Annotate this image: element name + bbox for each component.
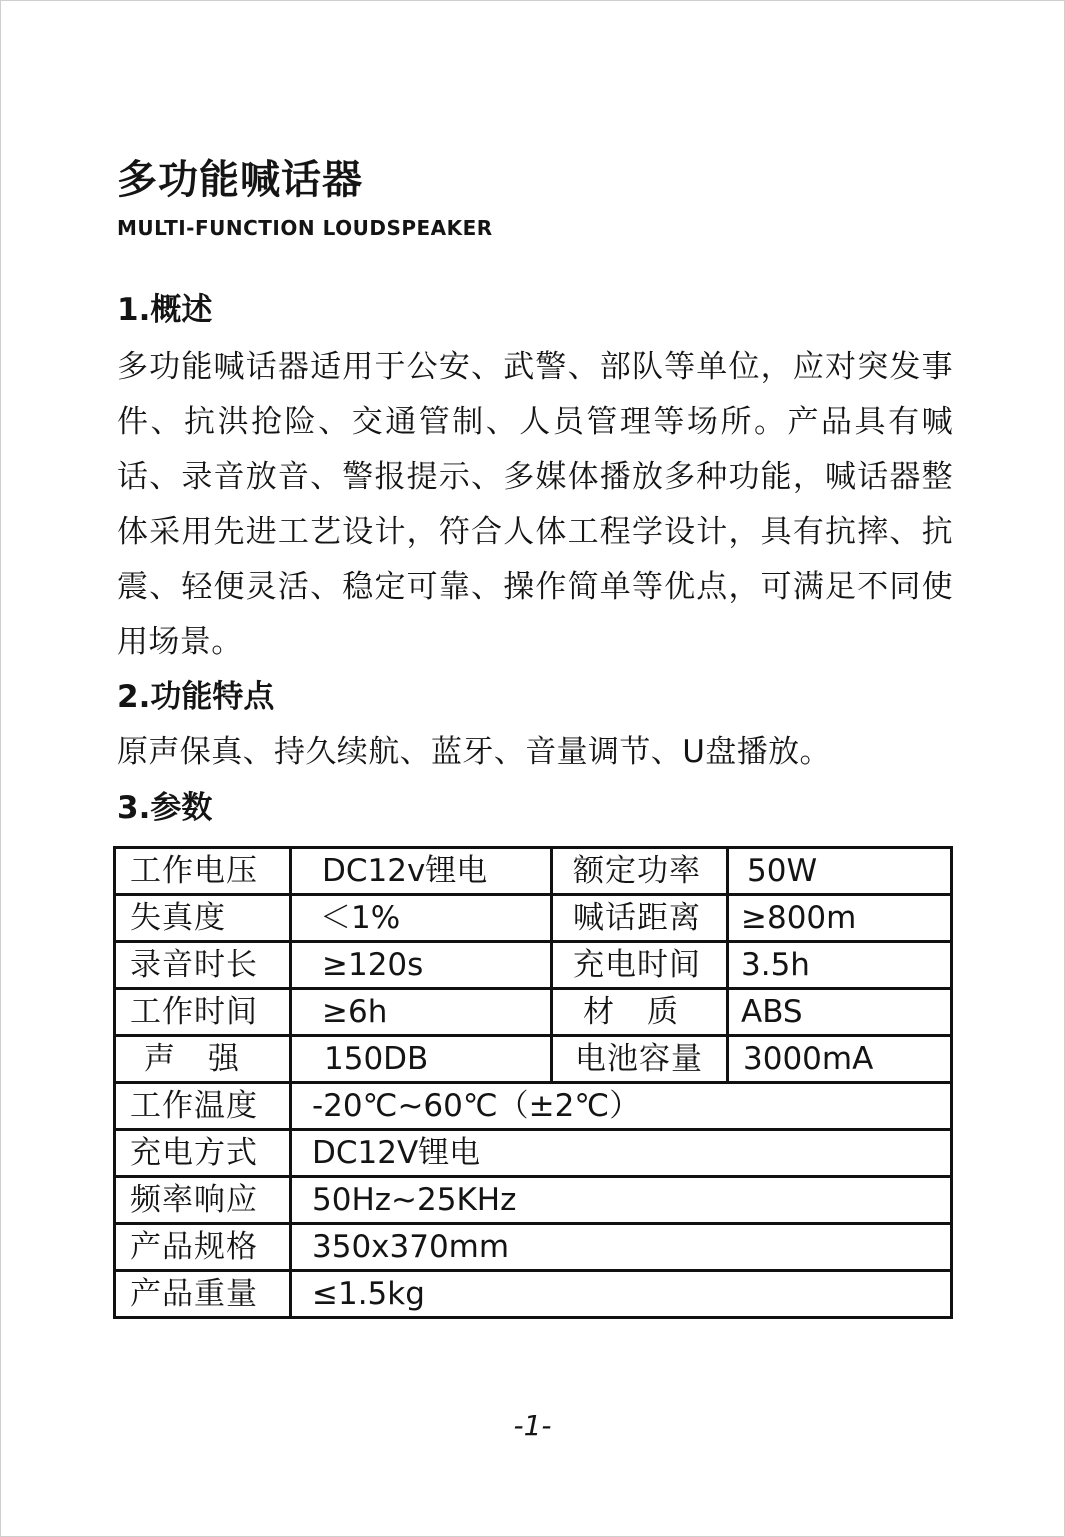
spec-value: 3.5h	[728, 942, 952, 989]
table-row	[115, 942, 952, 989]
spec-label: 电池容量	[552, 1036, 728, 1083]
table-row	[115, 895, 952, 942]
spec-value: 150DB	[291, 1036, 552, 1083]
page-number: -1-	[513, 1409, 552, 1442]
spec-label: 额定功率	[552, 848, 728, 895]
spec-value: 50W	[728, 848, 952, 895]
spec-value: 50Hz~25KHz	[291, 1177, 952, 1224]
section-heading-features: 2.功能特点	[117, 679, 275, 715]
spec-value: -20℃~60℃（±2℃）	[291, 1083, 952, 1130]
spec-label: 失真度	[115, 895, 291, 942]
spec-value: 3000mA	[728, 1036, 952, 1083]
table-row	[115, 1271, 952, 1318]
spec-value: ＜1%	[291, 895, 552, 942]
features-paragraph: 原声保真、持久续航、蓝牙、音量调节、U盘播放。	[117, 734, 831, 770]
spec-table	[113, 846, 953, 1319]
spec-value: ≥800m	[728, 895, 952, 942]
table-row	[115, 1036, 952, 1083]
spec-label: 工作温度	[115, 1083, 291, 1130]
spec-label: 工作时间	[115, 989, 291, 1036]
spec-label: 喊话距离	[552, 895, 728, 942]
table-row	[115, 1130, 952, 1177]
overview-paragraph: 多功能喊话器适用于公安、武警、部队等单位，应对突发事件、抗洪抢险、交通管制、人员管理等场所。产品具有喊话、录音放音、警报提示、多媒体播放多种功能，喊话器整体采用先进工艺设计，符合人体工程学设计，具有抗摔、抗震、轻便灵活、稳定可靠、操作简单等优点，可满足不同使用场景。	[117, 349, 953, 660]
spec-value: DC12v锂电	[291, 848, 552, 895]
document-subtitle: MULTI-FUNCTION LOUDSPEAKER	[117, 216, 493, 240]
spec-label: 充电时间	[552, 942, 728, 989]
spec-value: ABS	[728, 989, 952, 1036]
spec-value: ≥120s	[291, 942, 552, 989]
spec-label: 录音时长	[115, 942, 291, 989]
spec-label: 材 质	[552, 989, 728, 1036]
spec-value: ≤1.5kg	[291, 1271, 952, 1318]
table-row	[115, 989, 952, 1036]
spec-label: 产品重量	[115, 1271, 291, 1318]
section-heading-overview: 1.概述	[117, 292, 213, 328]
spec-value: 350x370mm	[291, 1224, 952, 1271]
spec-value: DC12V锂电	[291, 1130, 952, 1177]
spec-label: 充电方式	[115, 1130, 291, 1177]
spec-label: 声 强	[115, 1036, 291, 1083]
spec-label: 频率响应	[115, 1177, 291, 1224]
table-row	[115, 848, 952, 895]
table-row	[115, 1083, 952, 1130]
section-heading-parameters: 3.参数	[117, 790, 213, 826]
spec-label: 工作电压	[115, 848, 291, 895]
document-title: 多功能喊话器	[117, 157, 363, 203]
spec-label: 产品规格	[115, 1224, 291, 1271]
table-row	[115, 1177, 952, 1224]
table-row	[115, 1224, 952, 1271]
spec-value: ≥6h	[291, 989, 552, 1036]
